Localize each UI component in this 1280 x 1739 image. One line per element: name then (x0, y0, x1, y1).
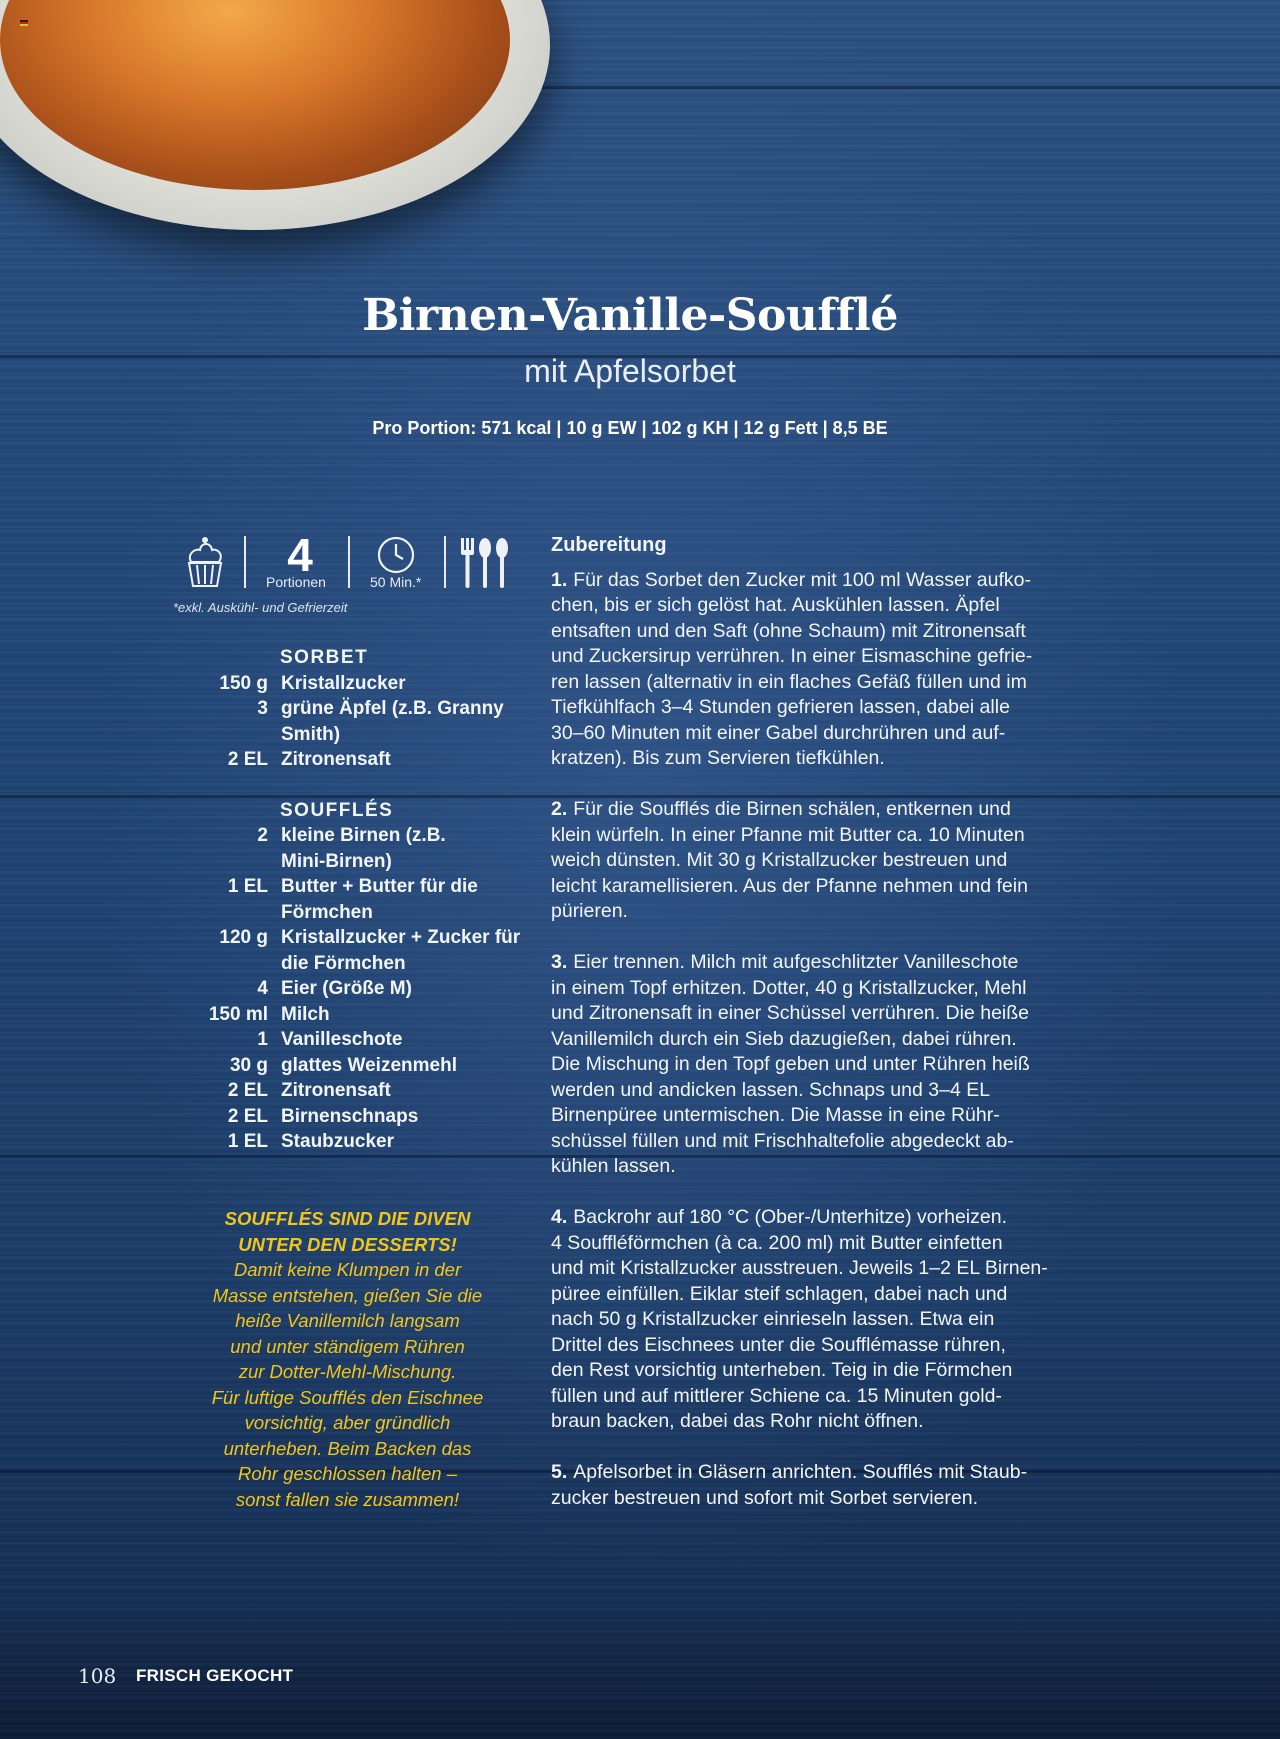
page-number: 108 (78, 1664, 117, 1688)
step-text: nach 50 g Kristallzucker einrieseln lassen. Etwa ein (551, 1308, 995, 1330)
tip-text-line: Damit keine Klumpen in der (233, 1259, 462, 1280)
tip-text-line: zur Dotter-Mehl-Mischung. (238, 1361, 457, 1382)
step-text: braun backen, dabei das Rohr nicht öffnen. (551, 1410, 924, 1432)
step-text: entsaften und den Saft (ohne Schaum) mit Zitronensaft (551, 619, 1026, 642)
clock-icon (376, 535, 416, 575)
step-line (551, 644, 1086, 670)
step-line (551, 1001, 1086, 1027)
step-line (551, 1103, 1086, 1129)
ingredient-name: Zitronensaft (281, 1080, 391, 1101)
tip-text-line: Masse entstehen, gießen Sie die (212, 1284, 483, 1306)
step-line (551, 1307, 1086, 1333)
ingredient-name: die Förmchen (281, 952, 406, 974)
info-divider (348, 536, 350, 588)
step-number: 2. (551, 798, 568, 820)
ingredient-row (190, 976, 530, 1002)
step-line (551, 1205, 1086, 1231)
magazine-name: FRISCH GEKOCHT (136, 1666, 294, 1685)
step-line (551, 1333, 1086, 1359)
step-text: 30–60 Minuten mit einer Gabel durchrühren und auf- (551, 721, 1006, 744)
ingredient-row (190, 1129, 530, 1155)
step-number: 5. (551, 1461, 568, 1483)
step-line (551, 619, 1086, 645)
ingredient-quantity: 1 EL (227, 876, 268, 897)
ingredient-quantity: 150 ml (208, 1003, 268, 1025)
ingredient-row (190, 823, 530, 849)
step-line (551, 670, 1086, 696)
ingredient-name: Eier (Größe M) (281, 978, 412, 999)
preparation-step (551, 1460, 1086, 1511)
step-line (551, 1282, 1086, 1308)
step-line (551, 797, 1086, 823)
step-text: Für das Sorbet den Zucker mit 100 ml Wasser aufko- (573, 568, 1031, 591)
step-number: 1. (551, 568, 568, 591)
step-text: Birnenpüree untermischen. Die Masse in eine Rühr- (551, 1104, 1000, 1126)
step-text: Eier trennen. Milch mit aufgeschlitzter Vanilleschote (573, 951, 1019, 973)
step-text: und mit Kristallzucker ausstreuen. Jeweils 1–2 EL Birnen- (551, 1257, 1048, 1279)
tip-text-line: vorsichtig, aber gründlich (244, 1412, 451, 1433)
servings-value: 4 (287, 529, 313, 581)
ingredient-name: Smith) (281, 723, 341, 745)
step-line (551, 1256, 1086, 1282)
ingredient-quantity: 150 g (219, 672, 268, 694)
step-line (551, 721, 1086, 747)
step-line (551, 593, 1086, 619)
step-line (551, 1078, 1086, 1104)
step-text: werden und andicken lassen. Schnaps und 3–4 EL (551, 1078, 991, 1101)
ingredient-row (190, 696, 530, 722)
nutrition-info: Pro Portion: 571 kcal | 10 g EW | 102 g KH | 12 g Fett | 8,5 BE (372, 418, 888, 438)
step-text: püree einfüllen. Eiklar steif schlagen, dabei nach und (551, 1282, 1008, 1305)
step-text: in einem Topf erhitzen. Dotter, 40 g Kristallzucker, Mehl (551, 976, 1027, 999)
ingredient-name: Kristallzucker + Zucker für (281, 927, 521, 948)
ingredient-name: Kristallzucker (281, 672, 406, 694)
step-line (551, 976, 1086, 1002)
ingredient-name: Staubzucker (281, 1131, 394, 1152)
step-text: Backrohr auf 180 °C (Ober-/Unterhitze) vorheizen. (573, 1206, 1007, 1228)
preparation-step (551, 568, 1086, 772)
ingredient-quantity: 3 (257, 698, 268, 719)
step-text: weich dünsten. Mit 30 g Kristallzucker bestreuen und (551, 849, 1008, 871)
step-text: kühlen lassen. (551, 1155, 676, 1177)
ingredient-name: Butter + Butter für die (281, 876, 478, 897)
preparation-section (551, 533, 1086, 1537)
tip-text-line: Für luftige Soufflés den Eischnee (211, 1386, 484, 1408)
ingredient-quantity (190, 951, 281, 977)
ingredient-quantity: 2 EL (227, 749, 268, 770)
ingredient-name: Milch (281, 1003, 330, 1025)
ingredient-name: Zitronensaft (281, 749, 391, 770)
ingredient-name: grüne Äpfel (z.B. Granny (281, 698, 504, 719)
ingredient-quantity: 4 (257, 978, 268, 999)
step-number: 3. (551, 951, 568, 973)
flag-icon (20, 20, 28, 26)
ingredient-quantity: 1 EL (227, 1131, 268, 1152)
ingredient-row (190, 671, 530, 697)
time-footnote: *exkl. Auskühl- und Gefrierzeit (173, 600, 348, 615)
step-number: 4. (551, 1206, 568, 1228)
step-line (551, 1460, 1086, 1486)
ingredient-row (190, 925, 530, 951)
ingredient-row (190, 1104, 530, 1130)
tip-text-line: Rohr geschlossen halten – (237, 1463, 458, 1484)
info-divider (444, 536, 446, 588)
ingredient-name: Förmchen (281, 901, 373, 923)
tip-headline: UNTER DEN DESSERTS! (238, 1233, 457, 1255)
step-line (551, 848, 1086, 874)
dessert-bowl-photo (0, 0, 560, 240)
step-line (551, 1358, 1086, 1384)
step-text: Die Mischung in den Topf geben und unter Rühren heiß (551, 1053, 1030, 1075)
step-text: Tiefkühlfach 3–4 Stunden gefrieren lassen, dabei alle (551, 696, 1010, 718)
cutlery-icon (456, 536, 510, 590)
step-line (551, 874, 1086, 900)
step-line (551, 1154, 1086, 1180)
ingredient-quantity: 1 (257, 1029, 268, 1050)
step-text: klein würfeln. In einer Pfanne mit Butter ca. 10 Minuten (551, 823, 1025, 846)
step-line (551, 568, 1086, 594)
ingredient-row (190, 1053, 530, 1079)
step-text: Für die Soufflés die Birnen schälen, entkernen und (573, 798, 1011, 820)
ingredient-quantity: 30 g (229, 1054, 268, 1076)
step-text: Drittel des Eischnees unter die Soufflémasse rühren, (551, 1333, 1006, 1356)
ingredient-row (190, 849, 530, 875)
ingredient-row (190, 951, 530, 977)
step-text: Apfelsorbet in Gläsern anrichten. Soufflés mit Staub- (573, 1461, 1028, 1483)
tip-box (190, 1206, 505, 1512)
cupcake-icon (183, 536, 227, 588)
ingredient-quantity (190, 849, 281, 875)
ingredient-name: Mini-Birnen) (281, 850, 392, 872)
step-text: und Zuckersirup verrühren. In einer Eismaschine gefrie- (551, 645, 1033, 667)
step-line (551, 1129, 1086, 1155)
section-title-sorbet: SORBET (280, 647, 369, 668)
step-line (551, 1409, 1086, 1435)
ingredient-row (190, 874, 530, 900)
ingredient-name: Birnenschnaps (281, 1105, 419, 1127)
step-text: 4 Souffléförmchen (à ca. 200 ml) mit Butter einfetten (551, 1231, 1003, 1254)
ingredient-name: glattes Weizenmehl (281, 1054, 457, 1076)
servings-label: Portionen (266, 574, 326, 590)
tip-text-line: unterheben. Beim Backen das (223, 1437, 472, 1459)
step-text: und Zitronensaft in einer Schüssel verrühren. Die heiße (551, 1002, 1029, 1024)
step-text: pürieren. (551, 900, 628, 922)
tip-text-line: und unter ständigem Rühren (230, 1335, 465, 1357)
step-text: Vanillemilch durch ein Sieb dazugießen, dabei rühren. (551, 1027, 1017, 1050)
tip-text-line: heiße Vanillemilch langsam (235, 1310, 460, 1331)
step-line (551, 1052, 1086, 1078)
step-text: chen, bis er sich gelöst hat. Auskühlen lassen. Äpfel (551, 594, 1000, 616)
ingredient-quantity: 120 g (219, 927, 268, 948)
step-text: zucker bestreuen und sofort mit Sorbet servieren. (551, 1486, 979, 1509)
ingredient-row (190, 747, 530, 773)
step-text: schüssel füllen und mit Frischhaltefolie abgedeckt ab- (551, 1129, 1014, 1152)
ingredient-name: kleine Birnen (z.B. (281, 825, 446, 846)
ingredient-quantity: 2 EL (227, 1080, 268, 1101)
ingredient-row (190, 722, 530, 748)
section-title-souffles: SOUFFLÉS (280, 799, 394, 821)
ingredient-quantity: 2 EL (227, 1105, 268, 1127)
ingredient-quantity (190, 900, 281, 926)
ingredient-row (190, 1002, 530, 1028)
step-line (551, 746, 1086, 772)
step-line (551, 1486, 1086, 1512)
ingredient-quantity (190, 722, 281, 748)
preparation-heading: Zubereitung (551, 534, 667, 556)
ingredient-name: Vanilleschote (281, 1029, 403, 1050)
step-line (551, 1231, 1086, 1257)
info-divider (244, 536, 246, 588)
step-text: ren lassen (alternativ in ein flaches Gefäß füllen und im (551, 670, 1027, 693)
step-line (551, 1027, 1086, 1053)
preparation-step (551, 950, 1086, 1180)
ingredient-quantity: 2 (257, 825, 268, 846)
recipe-title: Birnen-Vanille-Soufflé (362, 290, 898, 341)
time-label: 50 Min.* (370, 574, 422, 590)
step-line (551, 695, 1086, 721)
ingredient-list (190, 645, 530, 1155)
step-text: füllen und auf mittlerer Schiene ca. 15 Minuten gold- (551, 1384, 1002, 1407)
ingredient-row (190, 900, 530, 926)
step-line (551, 823, 1086, 849)
ingredient-row (190, 1027, 530, 1053)
step-line (551, 950, 1086, 976)
preparation-step (551, 797, 1086, 925)
step-text: kratzen). Bis zum Servieren tiefkühlen. (551, 747, 885, 769)
step-line (551, 1384, 1086, 1410)
step-text: leicht karamellisieren. Aus der Pfanne nehmen und fein (551, 874, 1028, 897)
step-line (551, 899, 1086, 925)
tip-text-line: sonst fallen sie zusammen! (235, 1488, 460, 1510)
tip-headline: SOUFFLÉS SIND DIE DIVEN (224, 1208, 471, 1229)
ingredient-row (190, 1078, 530, 1104)
step-text: den Rest vorsichtig unterheben. Teig in die Förmchen (551, 1359, 1013, 1381)
preparation-step (551, 1205, 1086, 1435)
recipe-subtitle: mit Apfelsorbet (524, 353, 736, 389)
